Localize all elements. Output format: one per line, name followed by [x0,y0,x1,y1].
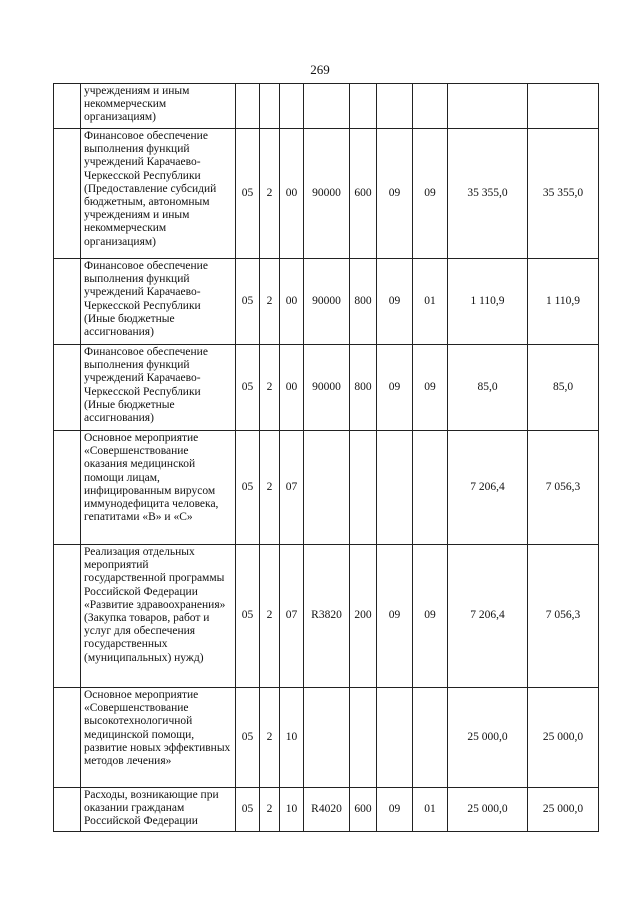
table-row [54,345,599,431]
event-code-cell: 07 [280,545,304,688]
table-body [54,84,599,832]
subprogram-code-cell: 2 [260,688,280,788]
section-cell [377,84,413,129]
direction-code-cell [304,688,350,788]
amount-cell-1: 7 206,4 [448,431,528,545]
program-code-cell: 05 [236,788,260,832]
description-cell: Расходы, возникающие при оказании гражданам Российской Федерации [81,788,236,832]
subsection-cell [413,84,448,129]
direction-code-cell: 90000 [304,259,350,345]
amount-cell-2: 1 110,9 [528,259,599,345]
description-cell: учреждениям и иным некоммерческим организациям) [81,84,236,129]
program-code-cell [236,84,260,129]
amount-cell-1: 35 355,0 [448,129,528,259]
description-cell: Основное мероприятие «Совершенствование оказания медицинской помощи лицам, инфицированным вирусом иммунодефицита человека, гепатитами «В» и «С» [81,431,236,545]
direction-code-cell [304,84,350,129]
program-code-cell: 05 [236,545,260,688]
event-code-cell: 00 [280,259,304,345]
row-number-cell [54,345,81,431]
row-number-cell [54,431,81,545]
section-cell [377,688,413,788]
section-cell: 09 [377,788,413,832]
table-row [54,259,599,345]
row-number-cell [54,545,81,688]
subsection-cell [413,688,448,788]
table-row [54,129,599,259]
amount-cell-1: 25 000,0 [448,788,528,832]
amount-cell-1: 85,0 [448,345,528,431]
direction-code-cell: 90000 [304,129,350,259]
direction-code-cell: R3820 [304,545,350,688]
amount-cell-2 [528,84,599,129]
subsection-cell: 09 [413,545,448,688]
amount-cell-1: 1 110,9 [448,259,528,345]
amount-cell-2: 7 056,3 [528,545,599,688]
expense-type-cell [350,688,377,788]
subsection-cell: 01 [413,788,448,832]
section-cell: 09 [377,345,413,431]
amount-cell-1: 7 206,4 [448,545,528,688]
program-code-cell: 05 [236,259,260,345]
table-row [54,84,599,129]
section-cell [377,431,413,545]
direction-code-cell [304,431,350,545]
description-cell: Финансовое обеспечение выполнения функций учреждений Карачаево-Черкесской Республики (Предоставление субсидий бюджетным, автономным учреждениям и иным некоммерческим организациям) [81,129,236,259]
description-cell: Основное мероприятие «Совершенствование высокотехнологичной медицинской помощи, развитие новых эффективных методов лечения» [81,688,236,788]
subsection-cell: 09 [413,129,448,259]
direction-code-cell: R4020 [304,788,350,832]
table-row [54,788,599,832]
subprogram-code-cell: 2 [260,788,280,832]
subsection-cell: 09 [413,345,448,431]
row-number-cell [54,688,81,788]
subprogram-code-cell [260,84,280,129]
program-code-cell: 05 [236,688,260,788]
row-number-cell [54,129,81,259]
amount-cell-2: 35 355,0 [528,129,599,259]
subprogram-code-cell: 2 [260,129,280,259]
event-code-cell: 10 [280,688,304,788]
section-cell: 09 [377,545,413,688]
table-row [54,688,599,788]
program-code-cell: 05 [236,431,260,545]
amount-cell-2: 25 000,0 [528,788,599,832]
expense-type-cell [350,84,377,129]
expense-type-cell: 800 [350,345,377,431]
amount-cell-1: 25 000,0 [448,688,528,788]
amount-cell-2: 7 056,3 [528,431,599,545]
expense-type-cell: 600 [350,788,377,832]
event-code-cell: 00 [280,129,304,259]
subprogram-code-cell: 2 [260,345,280,431]
section-cell: 09 [377,259,413,345]
event-code-cell [280,84,304,129]
description-cell: Финансовое обеспечение выполнения функций учреждений Карачаево-Черкесской Республики (Иные бюджетные ассигнования) [81,345,236,431]
expense-type-cell [350,431,377,545]
subprogram-code-cell: 2 [260,545,280,688]
page-number: 269 [310,62,330,77]
amount-cell-2: 25 000,0 [528,688,599,788]
table-row [54,545,599,688]
amount-cell-2: 85,0 [528,345,599,431]
section-cell: 09 [377,129,413,259]
table-row [54,431,599,545]
row-number-cell [54,788,81,832]
expense-type-cell: 800 [350,259,377,345]
expense-type-cell: 200 [350,545,377,688]
subprogram-code-cell: 2 [260,431,280,545]
row-number-cell [54,84,81,129]
direction-code-cell: 90000 [304,345,350,431]
row-number-cell [54,259,81,345]
budget-table [53,83,599,832]
program-code-cell: 05 [236,345,260,431]
subprogram-code-cell: 2 [260,259,280,345]
amount-cell-1 [448,84,528,129]
description-cell: Финансовое обеспечение выполнения функций учреждений Карачаево-Черкесской Республики (Иные бюджетные ассигнования) [81,259,236,345]
description-cell: Реализация отдельных мероприятий государственной программы Российской Федерации «Развитие здравоохранения» (Закупка товаров, работ и услуг для обеспечения государственных (муниципальных) нужд) [81,545,236,688]
subsection-cell [413,431,448,545]
event-code-cell: 00 [280,345,304,431]
event-code-cell: 07 [280,431,304,545]
program-code-cell: 05 [236,129,260,259]
expense-type-cell: 600 [350,129,377,259]
event-code-cell: 10 [280,788,304,832]
subsection-cell: 01 [413,259,448,345]
